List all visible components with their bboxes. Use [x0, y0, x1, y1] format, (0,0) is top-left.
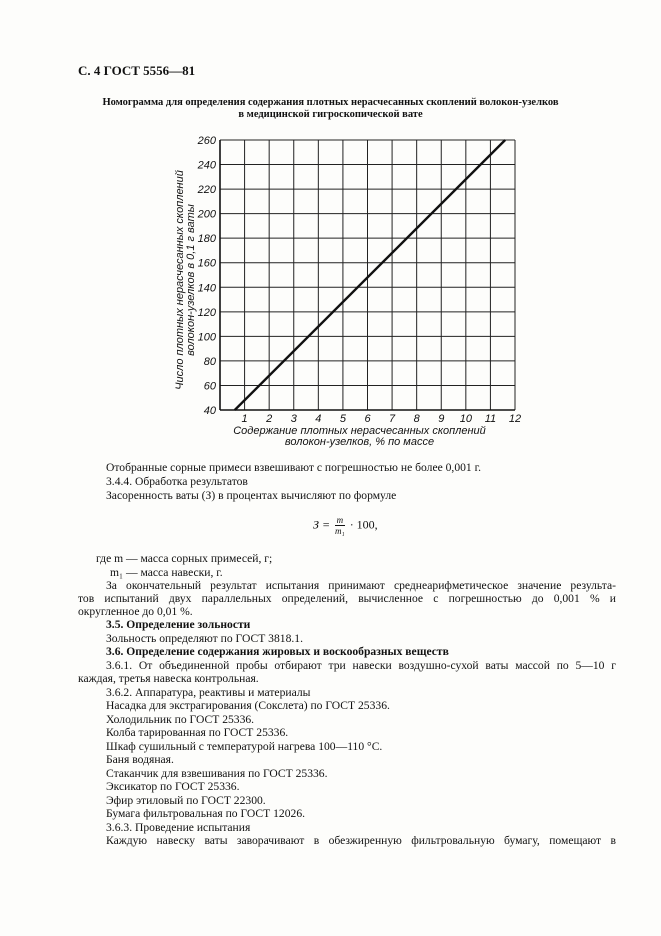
- y-axis-label-line-2: волокон-узелков в 0,1 г ваты: [185, 204, 197, 356]
- y-tick-label-260: 260: [197, 135, 216, 147]
- y-tick-label-120: 120: [197, 306, 216, 319]
- y-tick-label-40: 40: [203, 405, 216, 417]
- legend-m: где m — масса сорных примесей, г;: [96, 552, 273, 565]
- para-final-result-2: тов испытаний двух параллельных определений, вычисленное с погрешностью до 0,001 % и: [78, 592, 616, 605]
- para-formula-intro: Засоренность ваты (З) в процентах вычисляют по формуле: [106, 489, 397, 502]
- x-tick-label-8: 8: [413, 413, 420, 425]
- para-test-procedure: Каждую навеску ваты заворачивают в обезжиренную фильтровальную бумагу, помещают в: [106, 834, 616, 847]
- x-tick-label-2: 2: [266, 413, 273, 425]
- section-3-6-3: 3.6.3. Проведение испытания: [106, 821, 251, 834]
- x-axis-label-line-1: Содержание плотных нерасчесанных скоплений: [233, 425, 486, 437]
- x-tick-label-6: 6: [364, 413, 371, 425]
- formula-lhs: З =: [313, 517, 331, 532]
- page-header: С. 4 ГОСТ 5556—81: [78, 63, 196, 78]
- nomogram-chart: [0, 0, 661, 460]
- y-axis-label-line-1: Число плотных нерасчесанных скоплений: [174, 170, 186, 390]
- para-final-result-1: За окончательный результат испытания принимают среднеарифметическое значение результа-: [106, 579, 616, 592]
- formula: [313, 515, 378, 536]
- x-axis-label-line-2: волокон-узелков, % по массе: [284, 436, 435, 448]
- x-tick-label-3: 3: [290, 413, 297, 425]
- section-3-6-heading: 3.6. Определение содержания жировых и воскообразных веществ: [106, 645, 449, 658]
- formula-fraction: [335, 515, 345, 536]
- chart-title-line-1: Номограмма для определения содержания плотных нерасчесанных скоплений волокон-узелков: [102, 97, 559, 108]
- y-tick-label-160: 160: [197, 257, 216, 270]
- y-tick-label-200: 200: [197, 208, 216, 221]
- x-tick-label-1: 1: [241, 413, 248, 425]
- y-tick-label-140: 140: [197, 282, 216, 295]
- chart-title-line-2: в медицинской гигроскопической вате: [238, 109, 423, 120]
- equipment-item-5: Баня водяная.: [106, 753, 174, 766]
- formula-numerator: m: [336, 515, 344, 525]
- y-tick-label-180: 180: [197, 233, 216, 246]
- equipment-item-1: Насадка для экстрагирования (Сокслета) по ГОСТ 25336.: [106, 699, 390, 712]
- equipment-item-9: Бумага фильтровальная по ГОСТ 12026.: [106, 807, 306, 820]
- y-tick-label-220: 220: [197, 184, 216, 197]
- x-tick-label-12: 12: [508, 413, 522, 425]
- para-weighing: Отобранные сорные примеси взвешивают с погрешностью не более 0,001 г.: [106, 461, 481, 474]
- x-tick-label-4: 4: [315, 413, 322, 425]
- x-tick-label-11: 11: [484, 413, 497, 425]
- equipment-item-6: Стаканчик для взвешивания по ГОСТ 25336.: [106, 767, 328, 780]
- section-3-5-heading: 3.5. Определение зольности: [106, 618, 251, 631]
- section-3-6-2: 3.6.2. Аппаратура, реактивы и материалы: [106, 686, 311, 699]
- y-tick-label-240: 240: [197, 159, 216, 172]
- y-tick-label-80: 80: [203, 355, 216, 368]
- x-tick-label-9: 9: [438, 413, 445, 425]
- series-line-0: [235, 140, 505, 410]
- y-tick-label-60: 60: [203, 380, 216, 393]
- x-tick-label-10: 10: [459, 413, 472, 425]
- equipment-item-8: Эфир этиловый по ГОСТ 22300.: [106, 794, 266, 807]
- x-tick-label-5: 5: [339, 413, 346, 425]
- para-3-6-1-line-2: каждая, третья навеска контрольная.: [78, 672, 259, 685]
- formula-rhs: · 100,: [349, 517, 378, 532]
- section-3-4-4: 3.4.4. Обработка результатов: [106, 475, 248, 488]
- y-tick-label-100: 100: [197, 331, 216, 344]
- para-3-6-1-line-1: 3.6.1. От объединенной пробы отбирают три навески воздушно-сухой ваты массой по 5—10 г: [106, 659, 616, 672]
- para-ash: Зольность определяют по ГОСТ 3818.1.: [106, 632, 303, 645]
- equipment-item-2: Холодильник по ГОСТ 25336.: [106, 713, 255, 726]
- para-final-result-3: округленное до 0,01 %.: [78, 605, 193, 618]
- formula-denominator: m₁: [335, 526, 345, 536]
- legend-m1: m₁ — масса навески, г.: [110, 566, 223, 579]
- equipment-item-4: Шкаф сушильный с температурой нагрева 100—110 °С.: [106, 740, 383, 753]
- equipment-item-7: Эксикатор по ГОСТ 25336.: [106, 780, 240, 793]
- x-tick-label-7: 7: [389, 413, 396, 425]
- equipment-item-3: Колба тарированная по ГОСТ 25336.: [106, 726, 289, 739]
